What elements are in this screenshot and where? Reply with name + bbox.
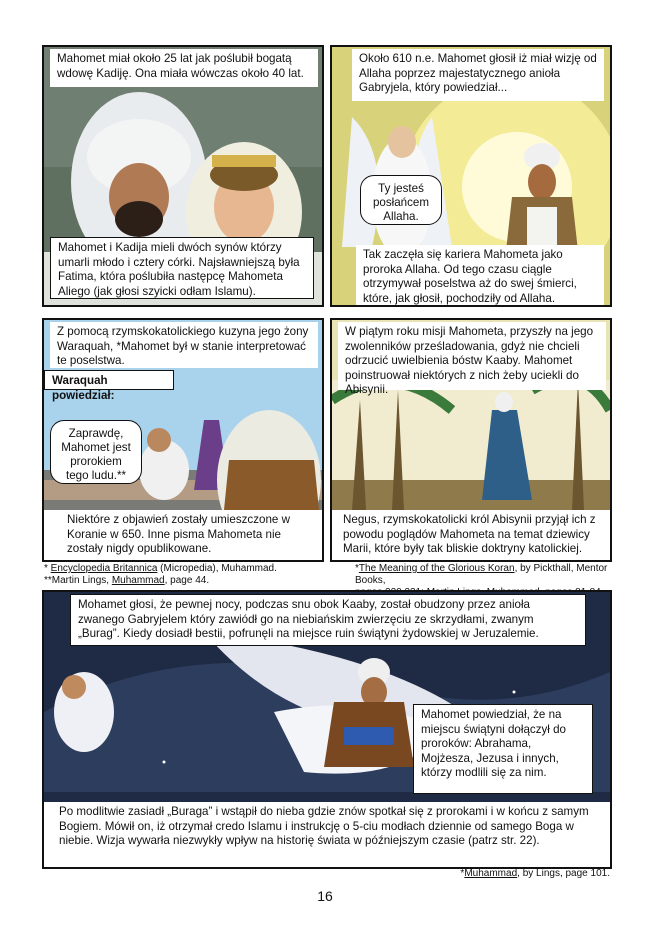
panel-3 bbox=[42, 318, 324, 562]
footnote-left-2-title: Muhammad bbox=[111, 575, 165, 586]
footnote-bottom: *Muhammad, by Lings, page 101. bbox=[460, 868, 610, 879]
panel-4 bbox=[330, 318, 612, 562]
panel-5-caption-right: Mahomet powiedział, że na miejscu świątyni dołączył do proroków: Abrahama, Mojżesza, Jezusa i innych, którzy modlili się za nim. bbox=[413, 704, 593, 794]
panel-3-caption-bottom: Niektóre z objawień zostały umieszczone w Koranie w 650. Inne pisma Mahometa nie zostały nigdy opublikowane. bbox=[60, 510, 318, 558]
panel-4-caption-bottom: Negus, rzymskokatolicki król Abisynii przyjął ich z powodu poglądów Mahometa na temat dziewicy Marii, które były tak bliskie doktryny katolickiej. bbox=[336, 510, 606, 558]
footnote-right-1: *The Meaning of the Glorious Koran, by Pickthall, Mentor Books, bbox=[355, 563, 608, 586]
footnotes-left bbox=[44, 563, 324, 587]
panel-2-speech-bubble: Ty jesteś posłańcem Allaha. bbox=[360, 175, 442, 225]
panel-2 bbox=[330, 45, 612, 307]
panel-5-caption-top: Mohamet głosi, że pewnej nocy, podczas snu obok Kaaby, został obudzony przez anioła zwanego Gabryjelem który zawiódł go na niebiańskim zwierzęciu ze skrzydłami, zwanym „Burag”. Kiedy dosiadł bestii, pofrunęli na miejsce ruin świątyni żydowskiej w Jeruzalemie. bbox=[70, 594, 586, 646]
panel-4-caption-top: W piątym roku misji Mahometa, przyszły na jego zwolenników prześladowania, gdyż nie chcieli odrzucić uwielbienia bóstw Kaaby. Mahomet poinstruował niektórych z nich żeby uciekli do Abisynii. bbox=[338, 322, 606, 390]
footnote-bottom-title: Muhammad bbox=[464, 868, 518, 879]
panel-1 bbox=[42, 45, 324, 307]
panel-1-caption-bottom: Mahomet i Kadija mieli dwóch synów którzy umarli młodo i cztery córki. Najsławniejszą była Fatima, która poślubiła następcę Mahometa Aliego (jak głosi szyicki odłam Islamu). bbox=[50, 237, 314, 299]
panel-5-caption-bottom: Po modlitwie zasiadł „Buraga” i wstąpił do nieba gdzie znów spotkał się z prorokami i w końcu z samym Bogiem. Mówił on, iż otrzymał credo Islamu i instrukcję o 5-ciu modłach dziennie od samego Boga w niebie. Wizja wywarła niezwykły wpływ na historię świata w późniejszym czasie (patrz str. 22). bbox=[52, 802, 606, 864]
footnote-left-1: * Encyclopedia Britannica (Micropedia), Muhammad. bbox=[44, 563, 277, 574]
footnote-right-1-title: The Meaning of the Glorious Koran bbox=[358, 563, 515, 574]
panel-3-speaker-label: Waraquah powiedział: bbox=[44, 370, 174, 390]
footnote-left-2: **Martin Lings, Muhammad, page 44. bbox=[44, 575, 210, 586]
panel-2-caption-top: Około 610 n.e. Mahomet głosił iż miał wizję od Allaha poprzez majestatycznego anioła Gabryjela, który powiedział... bbox=[352, 49, 604, 101]
panel-3-speech-bubble: Zaprawdę, Mahomet jest prorokiem tego ludu.** bbox=[50, 420, 142, 484]
page-number: 16 bbox=[317, 888, 333, 904]
footnote-left-1-title: Encyclopedia Britannica bbox=[50, 563, 158, 574]
panel-3-caption-top: Z pomocą rzymskokatolickiego kuzyna jego żony Waraquah, *Mahomet był w stanie interpretować te poselstwa. bbox=[50, 322, 318, 368]
panel-5 bbox=[42, 590, 612, 869]
panel-1-caption-top: Mahomet miał około 25 lat jak poślubił bogatą wdowę Kadiję. Ona miała wówczas około 40 lat. bbox=[50, 49, 318, 87]
panel-2-caption-bottom: Tak zaczęła się kariera Mahometa jako proroka Allaha. Od tego czasu ciągle otrzymywał poselstwa aż do swej śmierci, które, jak głosił, pochodziły od Allaha. bbox=[356, 245, 604, 307]
